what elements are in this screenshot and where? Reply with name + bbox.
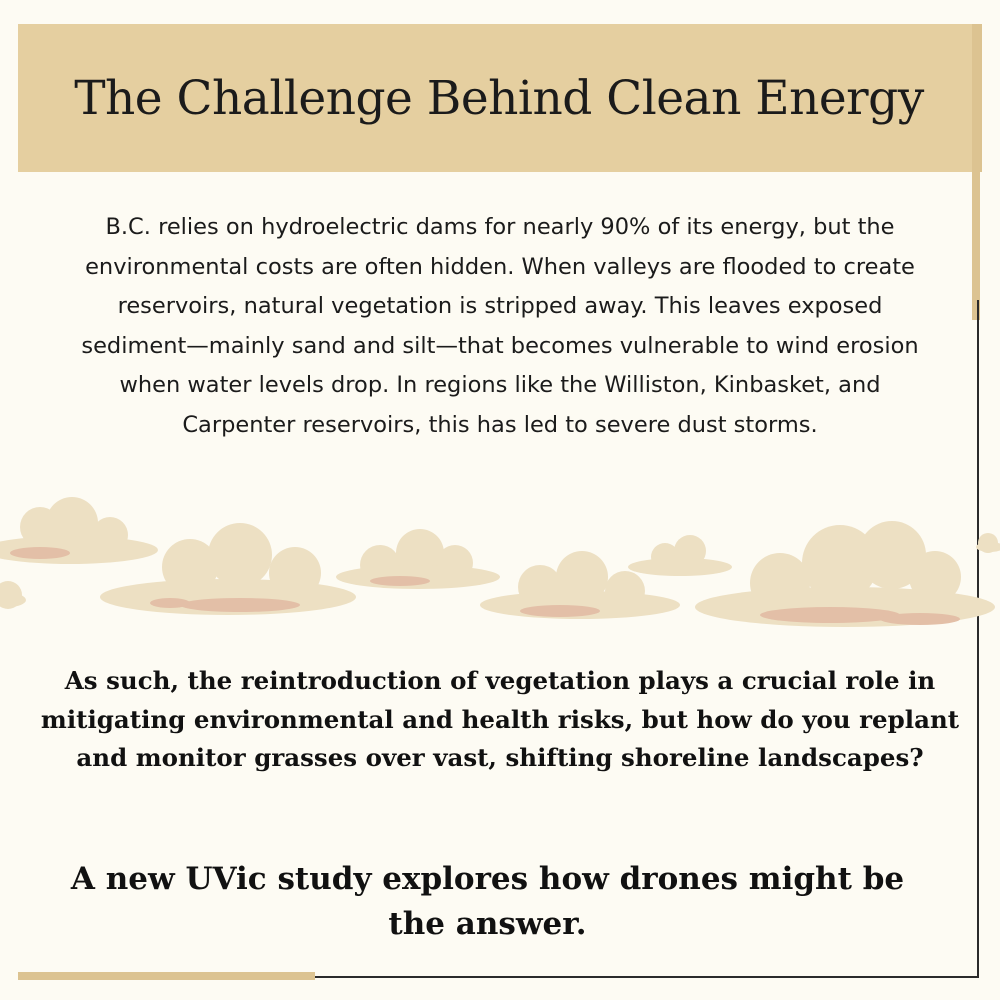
emphasis-paragraph: As such, the reintroduction of vegetation plays a crucial role in mitigating environmental and health risks, but how do you replant and monitor grasses over vast, shifting shoreline landscapes? <box>40 666 960 772</box>
intro-paragraph: B.C. relies on hydroelectric dams for nearly 90% of its energy, but the environmental costs are often hidden. When valleys are flooded to create reservoirs, natural vegetation is stripped away. This leaves exposed sediment—mainly sand and silt—that becomes vulnerable to wind erosion when water levels drop. In regions like the Williston, Kinbasket, and Carpenter reservoirs, this has led to severe dust storms. <box>81 214 919 438</box>
bottom-accent-bar <box>18 972 315 980</box>
right-accent-bar <box>972 172 980 320</box>
cloud-center <box>336 529 500 589</box>
cloud-right <box>695 521 1000 627</box>
cloud-center-left <box>100 523 356 615</box>
tagline: A new UVic study explores how drones might be the answer. <box>70 861 905 942</box>
dust-cloud-icon <box>0 495 1000 645</box>
bottom-border-line <box>300 976 979 978</box>
cloud-small <box>628 535 732 576</box>
page-title: The Challenge Behind Clean Energy <box>74 70 924 126</box>
